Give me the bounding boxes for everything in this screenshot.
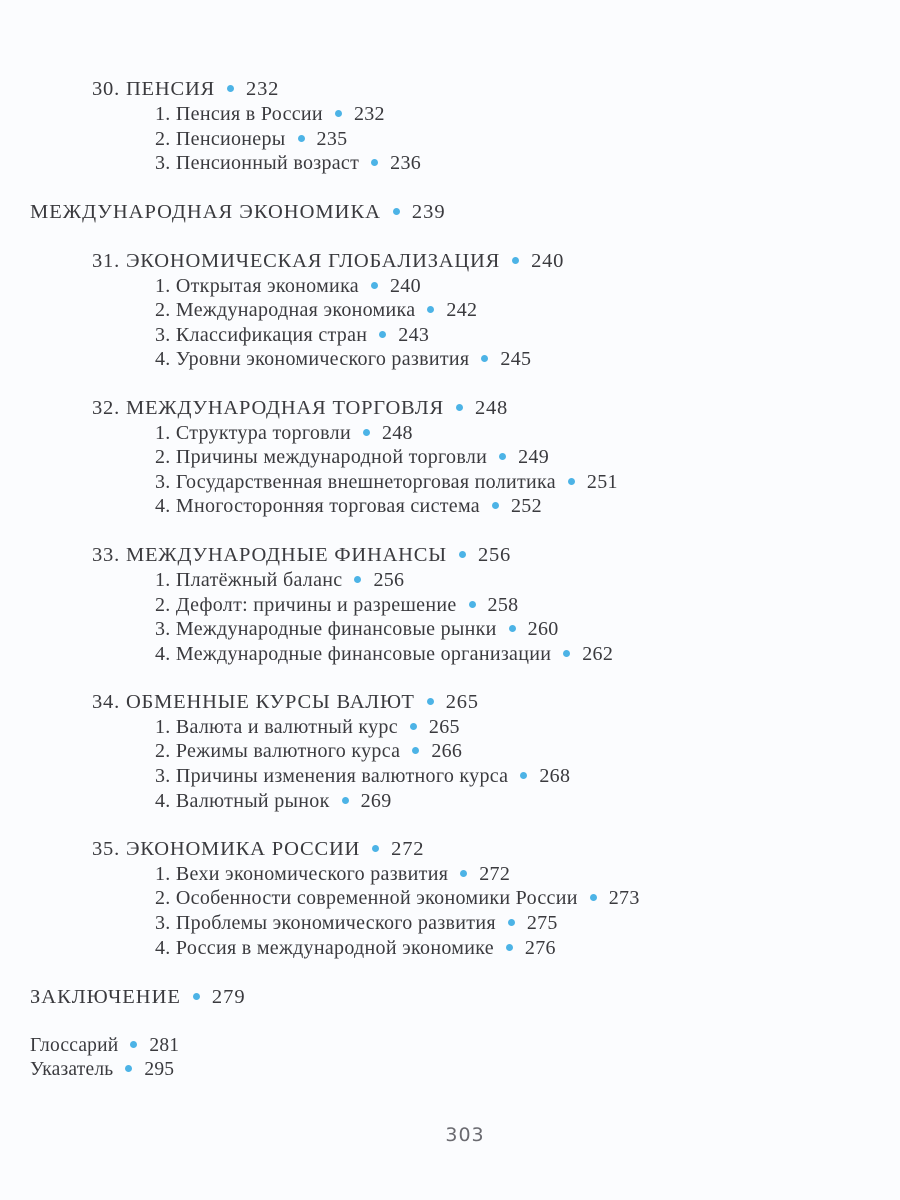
- chapter-page: 265: [445, 691, 479, 713]
- part-title: МЕЖДУНАРОДНАЯ ЭКОНОМИКА: [30, 201, 381, 223]
- toc-section[interactable]: [155, 862, 510, 886]
- section-title: 4. Уровни экономического развития: [155, 348, 470, 370]
- toc-section[interactable]: [155, 886, 640, 910]
- bullet-dot-icon: [481, 355, 488, 362]
- chapter-page: 272: [391, 838, 425, 860]
- section-title: 2. Режимы валютного курса: [155, 740, 401, 762]
- toc-section[interactable]: [155, 593, 518, 617]
- conclusion-page: 279: [211, 986, 246, 1008]
- bullet-dot-icon: [227, 85, 234, 92]
- chapter-title: 30. ПЕНСИЯ: [92, 78, 216, 100]
- toc-section[interactable]: [155, 274, 421, 298]
- section-page: 258: [487, 594, 519, 616]
- section-title: 4. Валютный рынок: [155, 790, 330, 812]
- toc-section[interactable]: [155, 936, 556, 960]
- toc-section[interactable]: [155, 127, 347, 151]
- toc-chapter-33[interactable]: [92, 543, 511, 567]
- toc-part-international-economy[interactable]: [30, 200, 446, 224]
- toc-section[interactable]: [155, 470, 618, 494]
- chapter-title: 33. МЕЖДУНАРОДНЫЕ ФИНАНСЫ: [92, 544, 447, 566]
- section-title: 2. Дефолт: причины и разрешение: [155, 594, 457, 616]
- section-page: 232: [353, 103, 385, 125]
- glossary-page: 281: [149, 1035, 180, 1056]
- section-page: 240: [389, 275, 421, 297]
- bullet-dot-icon: [520, 772, 527, 779]
- toc-section[interactable]: [155, 347, 531, 371]
- bullet-dot-icon: [193, 993, 200, 1000]
- toc-section[interactable]: [155, 445, 549, 469]
- section-title: 1. Вехи экономического развития: [155, 863, 449, 885]
- index-page: 295: [144, 1059, 175, 1080]
- page-number: 303: [445, 1124, 485, 1146]
- section-title: 3. Государственная внешнеторговая политика: [155, 471, 556, 493]
- section-page: 243: [398, 324, 430, 346]
- toc-index[interactable]: [30, 1058, 174, 1082]
- section-page: 249: [518, 446, 550, 468]
- section-page: 248: [381, 422, 413, 444]
- section-page: 265: [428, 716, 460, 738]
- section-title: 2. Особенности современной экономики России: [155, 887, 578, 909]
- toc-section[interactable]: [155, 151, 421, 175]
- bullet-dot-icon: [459, 551, 466, 558]
- section-title: 1. Пенсия в России: [155, 103, 323, 125]
- toc-chapter-34[interactable]: [92, 690, 479, 714]
- bullet-dot-icon: [499, 453, 506, 460]
- toc-chapter-35[interactable]: [92, 837, 424, 861]
- section-page: 275: [526, 912, 558, 934]
- section-page: 276: [524, 937, 556, 959]
- bullet-dot-icon: [563, 650, 570, 657]
- section-page: 260: [527, 618, 559, 640]
- section-title: 3. Проблемы экономического развития: [155, 912, 496, 934]
- bullet-dot-icon: [512, 257, 519, 264]
- bullet-dot-icon: [125, 1065, 132, 1072]
- section-page: 273: [608, 887, 640, 909]
- section-title: 1. Валюта и валютный курс: [155, 716, 398, 738]
- section-page: 252: [510, 495, 542, 517]
- section-page: 245: [500, 348, 532, 370]
- bullet-dot-icon: [590, 894, 597, 901]
- bullet-dot-icon: [508, 919, 515, 926]
- toc-chapter-32[interactable]: [92, 396, 508, 420]
- bullet-dot-icon: [509, 625, 516, 632]
- section-page: 272: [479, 863, 511, 885]
- bullet-dot-icon: [371, 159, 378, 166]
- bullet-dot-icon: [342, 797, 349, 804]
- chapter-page: 248: [474, 397, 509, 419]
- section-title: 1. Платёжный баланс: [155, 569, 343, 591]
- bullet-dot-icon: [393, 208, 400, 215]
- toc-chapter-31[interactable]: [92, 249, 564, 273]
- toc-section[interactable]: [155, 739, 462, 763]
- index-title: Указатель: [30, 1059, 114, 1080]
- toc-section[interactable]: [155, 568, 404, 592]
- section-page: 266: [431, 740, 463, 762]
- bullet-dot-icon: [130, 1041, 137, 1048]
- toc-section[interactable]: [155, 642, 613, 666]
- section-title: 4. Многосторонняя торговая система: [155, 495, 480, 517]
- bullet-dot-icon: [492, 502, 499, 509]
- section-title: 3. Международные финансовые рынки: [155, 618, 497, 640]
- bullet-dot-icon: [427, 306, 434, 313]
- section-title: 3. Пенсионный возраст: [155, 152, 360, 174]
- section-page: 256: [373, 569, 405, 591]
- bullet-dot-icon: [412, 747, 419, 754]
- bullet-dot-icon: [354, 576, 361, 583]
- bullet-dot-icon: [410, 723, 417, 730]
- toc-section[interactable]: [155, 764, 570, 788]
- section-title: 3. Классификация стран: [155, 324, 368, 346]
- glossary-title: Глоссарий: [30, 1035, 119, 1056]
- bullet-dot-icon: [379, 331, 386, 338]
- bullet-dot-icon: [568, 478, 575, 485]
- part-page: 239: [411, 201, 446, 223]
- section-page: 262: [582, 643, 614, 665]
- section-page: 269: [360, 790, 392, 812]
- section-title: 2. Причины международной торговли: [155, 446, 488, 468]
- section-page: 251: [586, 471, 618, 493]
- chapter-title: 35. ЭКОНОМИКА РОССИИ: [92, 838, 361, 860]
- section-page: 236: [390, 152, 422, 174]
- section-page: 268: [539, 765, 571, 787]
- toc-conclusion[interactable]: [30, 985, 246, 1009]
- toc-section[interactable]: [155, 715, 460, 739]
- toc-section[interactable]: [155, 323, 429, 347]
- section-page: 235: [316, 128, 348, 150]
- chapter-page: 240: [531, 250, 565, 272]
- section-title: 4. Россия в международной экономике: [155, 937, 494, 959]
- toc-section[interactable]: [155, 617, 559, 641]
- toc-section[interactable]: [155, 789, 392, 813]
- section-title: 4. Международные финансовые организации: [155, 643, 552, 665]
- bullet-dot-icon: [456, 404, 463, 411]
- bullet-dot-icon: [506, 944, 513, 951]
- toc-section[interactable]: [155, 911, 558, 935]
- chapter-title: 32. МЕЖДУНАРОДНАЯ ТОРГОВЛЯ: [92, 397, 444, 419]
- chapter-title: 34. ОБМЕННЫЕ КУРСЫ ВАЛЮТ: [92, 691, 415, 713]
- toc-glossary[interactable]: [30, 1034, 179, 1058]
- bullet-dot-icon: [460, 870, 467, 877]
- toc-section[interactable]: [155, 102, 385, 126]
- section-title: 2. Международная экономика: [155, 299, 416, 321]
- bullet-dot-icon: [372, 845, 379, 852]
- section-page: 242: [446, 299, 478, 321]
- chapter-title: 31. ЭКОНОМИЧЕСКАЯ ГЛОБАЛИЗАЦИЯ: [92, 250, 501, 272]
- bullet-dot-icon: [298, 135, 305, 142]
- section-title: 2. Пенсионеры: [155, 128, 286, 150]
- bullet-dot-icon: [335, 110, 342, 117]
- toc-section[interactable]: [155, 421, 413, 445]
- section-title: 3. Причины изменения валютного курса: [155, 765, 509, 787]
- chapter-page: 232: [246, 78, 280, 100]
- toc-chapter-30[interactable]: [92, 77, 279, 101]
- bullet-dot-icon: [427, 698, 434, 705]
- bullet-dot-icon: [371, 282, 378, 289]
- toc-section[interactable]: [155, 494, 542, 518]
- chapter-page: 256: [477, 544, 512, 566]
- conclusion-title: ЗАКЛЮЧЕНИЕ: [30, 986, 181, 1008]
- bullet-dot-icon: [469, 601, 476, 608]
- toc-section[interactable]: [155, 298, 477, 322]
- section-title: 1. Структура торговли: [155, 422, 351, 444]
- section-title: 1. Открытая экономика: [155, 275, 359, 297]
- bullet-dot-icon: [363, 429, 370, 436]
